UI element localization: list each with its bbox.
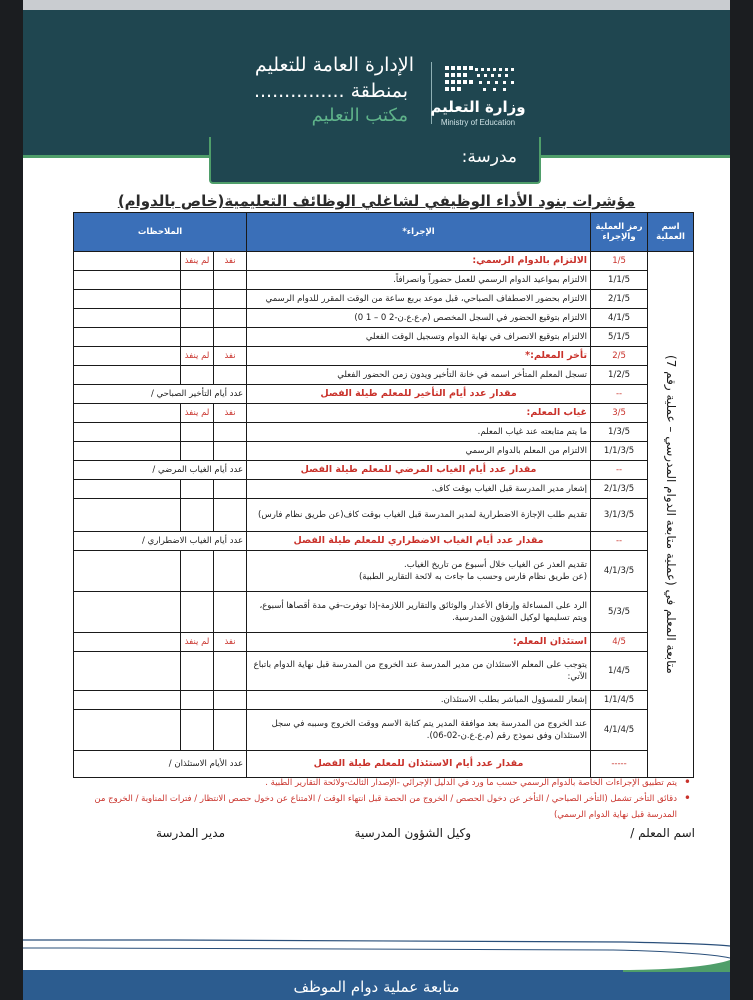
admin-title: الإدارة العامة للتعليم (254, 54, 414, 76)
procedure-cell: مقدار عدد أيام الغياب المرضي للمعلم طيلة الفصل (247, 461, 591, 480)
procedure-cell: الالتزام بتوقيع الانصراف في نهاية الدوام وتسجيل الوقت الفعلي (247, 328, 591, 347)
op-code-cell: 5/1/5 (591, 328, 648, 347)
footnote-item: • يتم تطبيق الإجراءات الخاصة بالدوام الرسمي حسب ما ورد في الدليل الإجرائي -الإصدار الثالث-ولائحة التقارير الطبية . (83, 775, 693, 791)
footnote-item: • دقائق التأخر تشمل (التأخر الصباحي / التأخر عن دخول الحصص / الخروج من الحصة قبل انتهاء الوقت / الامتناع عن دخول حصص الانتظار / فترات المناوبة / الخروج من المدرسة قبل نهاية الدوام الرسمي) (83, 791, 693, 823)
status-done-cell[interactable]: نفذ (214, 633, 247, 652)
notes-count-cell: عدد أيام التأخير الصباحي / (74, 385, 247, 404)
ministry-logo-icon (431, 62, 521, 96)
status-done-cell[interactable]: نفذ (214, 252, 247, 271)
table-row (74, 710, 694, 751)
notes-cell[interactable] (74, 652, 181, 691)
status-done-cell[interactable] (214, 480, 247, 499)
op-code-cell: 2/1/3/5 (591, 480, 648, 499)
op-code-cell: 4/1/4/5 (591, 710, 648, 751)
status-not-done-cell[interactable] (181, 366, 214, 385)
notes-cell[interactable] (74, 499, 181, 532)
table-row (74, 480, 694, 499)
status-done-cell[interactable] (214, 423, 247, 442)
notes-cell[interactable] (74, 551, 181, 592)
op-code-cell: 4/1/3/5 (591, 551, 648, 592)
procedure-cell: ما يتم متابعته عند غياب المعلم. (247, 423, 591, 442)
status-done-cell[interactable] (214, 710, 247, 751)
header-op-code: رمز العملية والإجراء (591, 213, 648, 252)
page-title (23, 192, 730, 210)
table-row (74, 347, 694, 366)
status-not-done-cell[interactable]: لم ينفذ (181, 633, 214, 652)
notes-cell[interactable] (74, 366, 181, 385)
table-row (74, 328, 694, 347)
deputy-signature: وكيل الشؤون المدرسية (354, 826, 471, 840)
operation-name-cell: متابعة المعلم في (عملية متابعة الدوام المدرسي – عملية رقم 7) (648, 252, 694, 778)
procedure-cell: الالتزام بالدوام الرسمي: (247, 252, 591, 271)
op-code-cell: 4/1/5 (591, 309, 648, 328)
footnotes (83, 775, 693, 823)
status-not-done-cell[interactable] (181, 423, 214, 442)
procedure-cell: الالتزام بمواعيد الدوام الرسمي للعمل حضوراً وانصرافاً. (247, 271, 591, 290)
top-edge (23, 0, 730, 10)
op-code-cell: 1/1/3/5 (591, 442, 648, 461)
document-page (23, 0, 730, 1000)
table-row (74, 652, 694, 691)
table-row (74, 461, 694, 480)
procedure-cell: تقديم العذر عن الغياب خلال أسبوع من تاريخ الغياب. (عن طريق نظام فارس وحسب ما جاءت به لائحة التقارير الطبية) (247, 551, 591, 592)
status-done-cell[interactable]: نفذ (214, 404, 247, 423)
status-not-done-cell[interactable] (181, 271, 214, 290)
status-done-cell[interactable] (214, 290, 247, 309)
table-row (74, 551, 694, 592)
procedure-cell: مقدار عدد أيام الاستئذان للمعلم طيلة الفصل (247, 751, 591, 778)
op-code-cell: -- (591, 532, 648, 551)
op-code-cell: 5/3/5 (591, 592, 648, 633)
school-name-box (209, 137, 541, 184)
table-header-row (74, 213, 694, 252)
title-special: (خاص بالدوام) (117, 192, 225, 210)
status-not-done-cell[interactable] (181, 652, 214, 691)
table-row (74, 404, 694, 423)
status-not-done-cell[interactable] (181, 592, 214, 633)
status-done-cell[interactable] (214, 366, 247, 385)
table-row (74, 532, 694, 551)
table-row (74, 442, 694, 461)
table-row (74, 252, 694, 271)
notes-cell[interactable] (74, 271, 181, 290)
procedure-cell: تسجل المعلم المتأخر اسمه في خانة التأخير ويدون زمن الحضور الفعلي (247, 366, 591, 385)
notes-count-cell: عدد أيام الغياب المرضي / (74, 461, 247, 480)
notes-cell[interactable] (74, 633, 181, 652)
procedure-cell: مقدار عدد أيام الغياب الاضطراري للمعلم طيلة الفصل (247, 532, 591, 551)
op-code-cell: 1/1/4/5 (591, 691, 648, 710)
op-code-cell: 3/5 (591, 404, 648, 423)
table-row (74, 385, 694, 404)
status-not-done-cell[interactable] (181, 480, 214, 499)
performance-table (73, 212, 694, 778)
notes-cell[interactable] (74, 480, 181, 499)
op-code-cell: 1/2/5 (591, 366, 648, 385)
status-done-cell[interactable] (214, 592, 247, 633)
table-body (74, 252, 694, 778)
table-row (74, 751, 694, 778)
op-code-cell: 4/5 (591, 633, 648, 652)
notes-cell[interactable] (74, 252, 181, 271)
header-notes: الملاحظات (74, 213, 247, 252)
header-banner (23, 10, 730, 158)
procedure-cell: إشعار مدير المدرسة قبل الغياب بوقت كاف. (247, 480, 591, 499)
ministry-name-en: Ministry of Education (440, 118, 516, 127)
status-not-done-cell[interactable] (181, 551, 214, 592)
table-row (74, 423, 694, 442)
status-not-done-cell[interactable]: لم ينفذ (181, 252, 214, 271)
op-code-cell: 3/1/3/5 (591, 499, 648, 532)
status-done-cell[interactable] (214, 691, 247, 710)
status-not-done-cell[interactable] (181, 710, 214, 751)
notes-cell[interactable] (74, 592, 181, 633)
procedure-cell: غياب المعلم: (247, 404, 591, 423)
education-office: مكتب التعليم (311, 105, 408, 126)
status-not-done-cell[interactable] (181, 328, 214, 347)
op-code-cell: 2/5 (591, 347, 648, 366)
header-op-name: اسم العملية (648, 213, 694, 252)
signature-area (83, 826, 703, 846)
notes-cell[interactable] (74, 442, 181, 461)
table-row (74, 309, 694, 328)
footer-title: متابعة عملية دوام الموظف (293, 978, 460, 996)
table-row (74, 633, 694, 652)
notes-cell[interactable] (74, 691, 181, 710)
procedure-cell: الالتزام بحضور الاصطفاف الصباحي، قبل موعد بربع ساعة من الوقت المقرر للدوام الرسمي (247, 290, 591, 309)
status-not-done-cell[interactable] (181, 309, 214, 328)
procedure-cell: الالتزام من المعلم بالدوام الرسمي (247, 442, 591, 461)
table-row (74, 290, 694, 309)
notes-count-cell: عدد الأيام الاستئذان / (74, 751, 247, 778)
header-procedure: الإجراء* (247, 213, 591, 252)
status-done-cell[interactable] (214, 499, 247, 532)
procedure-cell: مقدار عدد أيام التأخير للمعلم طيلة الفصل (247, 385, 591, 404)
table-row (74, 592, 694, 633)
status-done-cell[interactable] (214, 328, 247, 347)
status-done-cell[interactable] (214, 442, 247, 461)
op-code-cell: 1/3/5 (591, 423, 648, 442)
notes-count-cell: عدد أيام الغياب الاضطراري / (74, 532, 247, 551)
procedure-cell: إشعار للمسؤول المباشر بطلب الاستئذان. (247, 691, 591, 710)
procedure-cell: الرد على المساءلة وإرفاق الأعذار والوثائق والتقارير اللازمة-إذا توفرت-في مدة أقصاها أسبوع، ويتم تسليمها لوكيل الشؤون المدرسية. (247, 592, 591, 633)
principal-signature: مدير المدرسة (155, 826, 225, 840)
notes-cell[interactable] (74, 404, 181, 423)
op-code-cell: 1/4/5 (591, 652, 648, 691)
notes-cell[interactable] (74, 328, 181, 347)
status-not-done-cell[interactable]: لم ينفذ (181, 404, 214, 423)
op-code-cell: -- (591, 461, 648, 480)
notes-cell[interactable] (74, 710, 181, 751)
status-done-cell[interactable] (214, 551, 247, 592)
status-done-cell[interactable] (214, 652, 247, 691)
ministry-name-ar: وزارة التعليم (430, 98, 526, 116)
status-done-cell[interactable] (214, 309, 247, 328)
notes-cell[interactable] (74, 290, 181, 309)
op-code-cell: 1/5 (591, 252, 648, 271)
procedure-cell: عند الخروج من المدرسة بعد موافقة المدير يتم كتابة الاسم ووقت الخروج وسببه في سجل الاستئذان وفق نموذج رقم (م.ع.ع.ن-02-06). (247, 710, 591, 751)
op-code-cell: ----- (591, 751, 648, 778)
table-row (74, 499, 694, 532)
procedure-cell: يتوجب على المعلم الاستئذان من مدير المدرسة عند الخروج من المدرسة قبل نهاية الدوام باتباع الآتي: (247, 652, 591, 691)
status-not-done-cell[interactable] (181, 691, 214, 710)
notes-cell[interactable] (74, 347, 181, 366)
school-label: مدرسة: (461, 147, 517, 167)
region-line: بمنطقة ............... (253, 80, 408, 102)
status-done-cell[interactable] (214, 271, 247, 290)
table-row (74, 366, 694, 385)
procedure-cell: الالتزام بتوقيع الحضور في السجل المخصص (م.ع.ع.ن-2 0 – 1 0) (247, 309, 591, 328)
teacher-signature: اسم المعلم / (630, 826, 695, 840)
procedure-cell: تقديم طلب الإجازة الاضطرارية لمدير المدرسة قبل الغياب بوقت كاف(عن طريق نظام فارس) (247, 499, 591, 532)
procedure-cell: تأخر المعلم:* (247, 347, 591, 366)
op-code-cell: -- (591, 385, 648, 404)
notes-cell[interactable] (74, 309, 181, 328)
op-code-cell: 2/1/5 (591, 290, 648, 309)
status-not-done-cell[interactable]: لم ينفذ (181, 347, 214, 366)
status-done-cell[interactable]: نفذ (214, 347, 247, 366)
procedure-cell: استئذان المعلم: (247, 633, 591, 652)
table-row (74, 271, 694, 290)
op-code-cell: 1/1/5 (591, 271, 648, 290)
table-row (74, 691, 694, 710)
status-not-done-cell[interactable] (181, 442, 214, 461)
notes-cell[interactable] (74, 423, 181, 442)
title-main: مؤشرات بنود الأداء الوظيفي لشاغلي الوظائف التعليمية (224, 192, 636, 210)
status-not-done-cell[interactable] (181, 290, 214, 309)
status-not-done-cell[interactable] (181, 499, 214, 532)
